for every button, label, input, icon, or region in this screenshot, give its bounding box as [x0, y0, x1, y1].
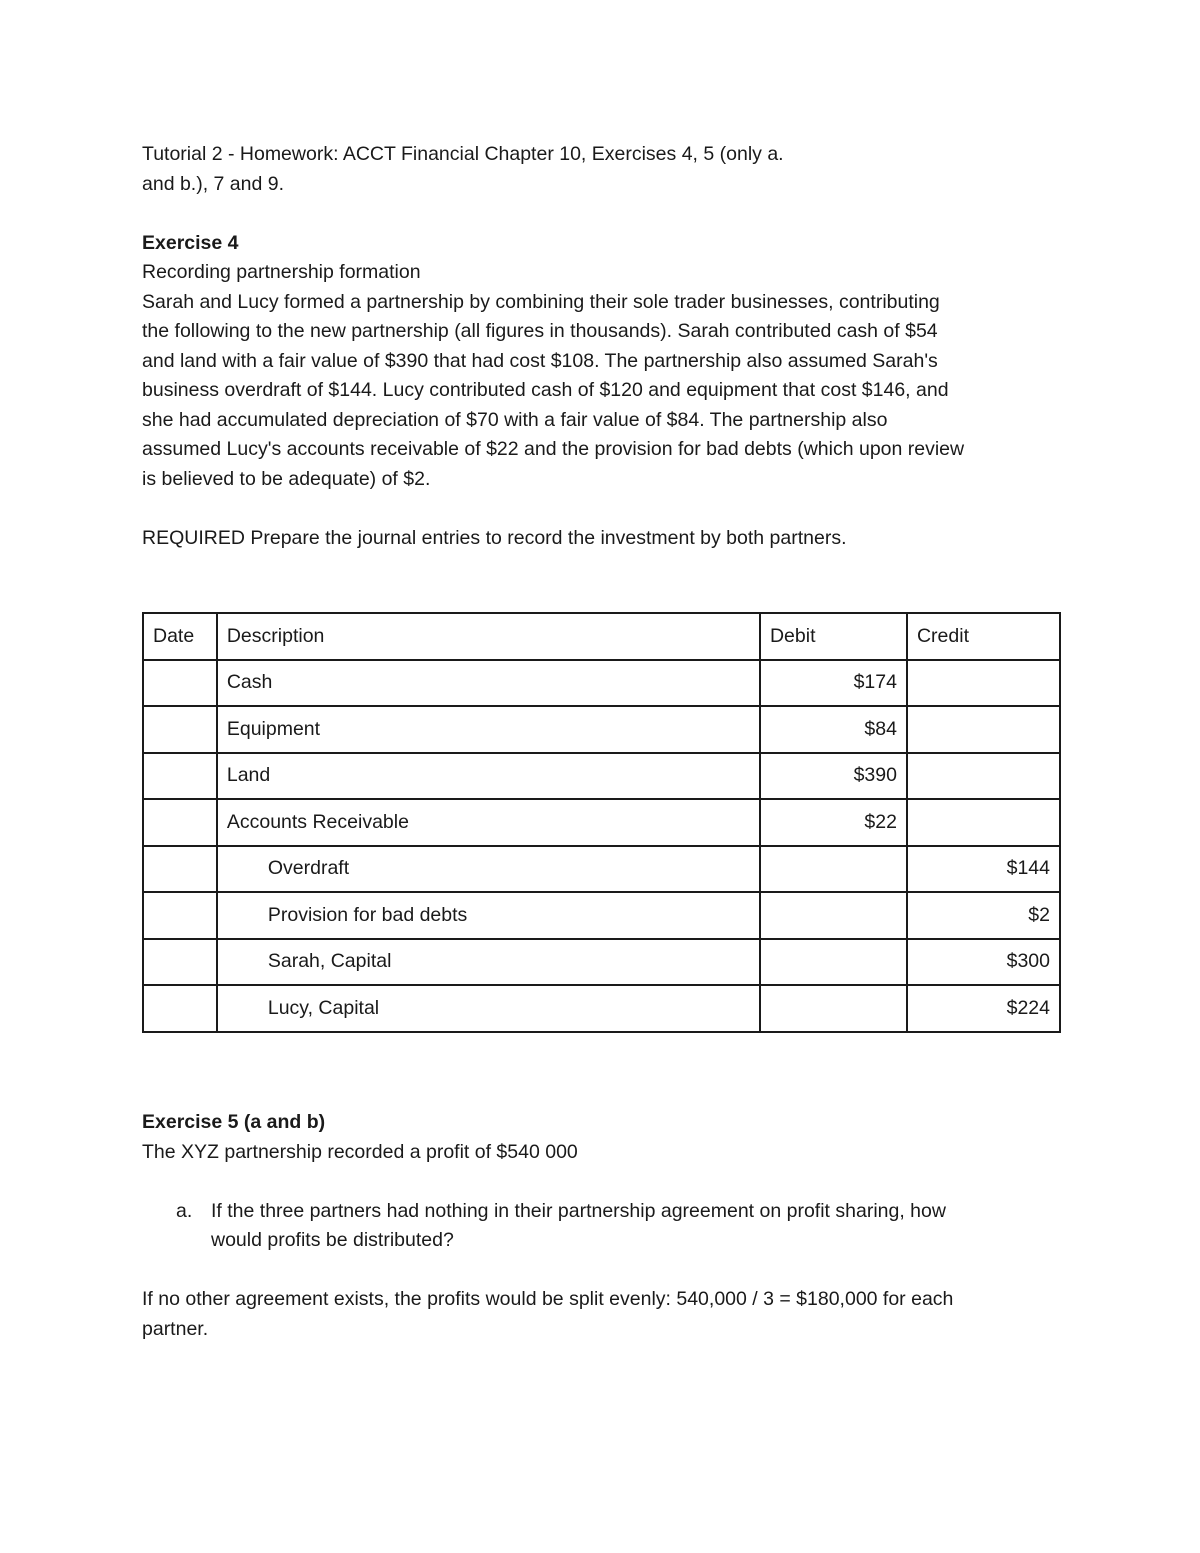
cell-credit [907, 660, 1060, 707]
tutorial-heading-line-1: Tutorial 2 - Homework: ACCT Financial Chapter 10, Exercises 4, 5 (only a. [142, 143, 784, 165]
cell-debit [760, 846, 907, 893]
cell-description: Lucy, Capital [217, 985, 760, 1032]
exercise-4-body-line: and land with a fair value of $390 that had cost $108. The partnership also assumed Sarah's [142, 349, 938, 372]
cell-description: Provision for bad debts [217, 892, 760, 939]
table-row [143, 939, 1060, 986]
cell-debit: $174 [760, 660, 907, 707]
cell-debit: $390 [760, 753, 907, 800]
table-row [143, 660, 1060, 707]
table-header-row [143, 613, 1060, 660]
tutorial-heading-line-2: and b.), 7 and 9. [142, 172, 285, 195]
cell-date [143, 846, 217, 893]
cell-debit: $22 [760, 799, 907, 846]
table-row [143, 846, 1060, 893]
exercise-4-subtitle: Recording partnership formation [142, 261, 421, 283]
cell-debit [760, 939, 907, 986]
cell-date [143, 939, 217, 986]
header-debit: Debit [760, 613, 907, 660]
table-row [143, 985, 1060, 1032]
list-item [176, 1197, 1062, 1256]
header-description: Description [217, 613, 760, 660]
list-item-line: If the three partners had nothing in their partnership agreement on profit sharing, how [211, 1199, 946, 1222]
cell-date [143, 799, 217, 846]
cell-debit [760, 985, 907, 1032]
cell-date [143, 985, 217, 1032]
exercise-4-body-line: is believed to be adequate) of $2. [142, 467, 431, 490]
table-row [143, 706, 1060, 753]
table-row [143, 753, 1060, 800]
cell-description: Overdraft [217, 846, 760, 893]
document-top [142, 140, 1062, 553]
exercise-5-title: Exercise 5 (a and b) [142, 1111, 326, 1133]
cell-credit: $144 [907, 846, 1060, 893]
header-date: Date [143, 613, 217, 660]
cell-credit [907, 799, 1060, 846]
cell-date [143, 892, 217, 939]
list-marker: a. [176, 1199, 193, 1222]
exercise-4-body-line: Sarah and Lucy formed a partnership by combining their sole trader businesses, contributing [142, 290, 940, 313]
cell-description: Sarah, Capital [217, 939, 760, 986]
cell-date [143, 706, 217, 753]
exercise-5-intro: The XYZ partnership recorded a profit of $540 000 [142, 1140, 578, 1163]
table-row [143, 892, 1060, 939]
exercise-4-body-line: she had accumulated depreciation of $70 with a fair value of $84. The partnership also [142, 408, 888, 431]
exercise-4-title: Exercise 4 [142, 231, 239, 254]
list-item-line: would profits be distributed? [211, 1229, 454, 1251]
answer-line: If no other agreement exists, the profits would be split evenly: 540,000 / 3 = $180,000 for each [142, 1288, 954, 1310]
header-credit: Credit [907, 613, 1060, 660]
exercise-4-required: REQUIRED Prepare the journal entries to record the investment by both partners. [142, 526, 847, 549]
cell-description: Cash [217, 660, 760, 707]
cell-date [143, 753, 217, 800]
exercise-4-body-line: business overdraft of $144. Lucy contributed cash of $120 and equipment that cost $146, and [142, 379, 949, 401]
exercise-4-body-line: assumed Lucy's accounts receivable of $22 and the provision for bad debts (which upon review [142, 438, 965, 460]
cell-date [143, 660, 217, 707]
cell-credit: $300 [907, 939, 1060, 986]
cell-credit [907, 706, 1060, 753]
cell-credit: $2 [907, 892, 1060, 939]
journal-entry-table [142, 612, 1061, 1033]
exercise-5-section [142, 1108, 1062, 1344]
cell-credit: $224 [907, 985, 1060, 1032]
cell-debit: $84 [760, 706, 907, 753]
exercise-4-body [142, 288, 1062, 495]
cell-description: Accounts Receivable [217, 799, 760, 846]
cell-description: Equipment [217, 706, 760, 753]
answer-line: partner. [142, 1317, 209, 1340]
exercise-4-body-line: the following to the new partnership (all figures in thousands). Sarah contributed cash of $54 [142, 320, 938, 342]
cell-description: Land [217, 753, 760, 800]
cell-credit [907, 753, 1060, 800]
table-row [143, 799, 1060, 846]
list-item-text [211, 1197, 1062, 1256]
cell-debit [760, 892, 907, 939]
